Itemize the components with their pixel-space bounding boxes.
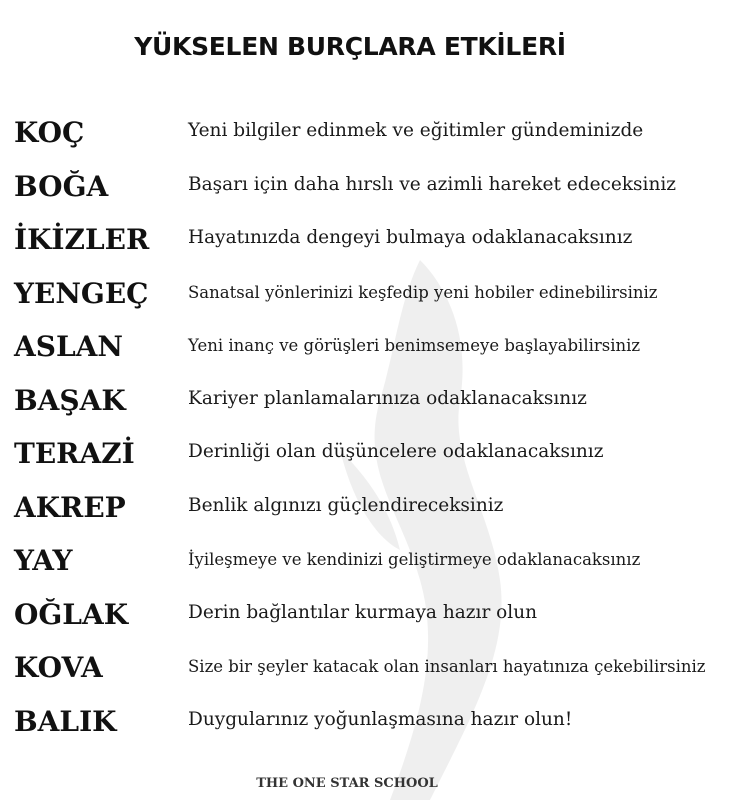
sign-name: KOÇ	[14, 116, 85, 149]
sign-name: AKREP	[14, 490, 126, 524]
sign-name: BALIK	[14, 704, 117, 738]
sign-name: İKİZLER	[14, 223, 150, 256]
sign-name: BAŞAK	[14, 383, 126, 417]
sign-description: Duygularınız yoğunlaşmasına hazır olun!	[188, 708, 573, 730]
sign-description: Size bir şeyler katacak olan insanları hayatınıza çekebilirsiniz	[188, 657, 706, 676]
list-item-balik	[0, 697, 754, 751]
list-item-oglak	[0, 590, 754, 644]
sign-description: Derinliği olan düşüncelere odaklanacaksınız	[188, 441, 604, 462]
sign-description: Başarı için daha hırslı ve azimli hareket edeceksiniz	[188, 173, 677, 195]
sign-name: TERAZİ	[14, 437, 135, 470]
sign-name: KOVA	[14, 651, 103, 684]
sign-description: Sanatsal yönlerinizi keşfedip yeni hobiler edinebilirsiniz	[188, 282, 658, 302]
footer-brand: THE ONE STAR SCHOOL	[256, 776, 438, 791]
list-item-ikizler	[0, 215, 754, 269]
sign-description: İyileşmeye ve kendinizi geliştirmeye odaklanacaksınız	[188, 550, 641, 569]
list-item-terazi	[0, 429, 754, 483]
sign-description: Kariyer planlamalarınıza odaklanacaksınız	[188, 387, 587, 409]
page-title: YÜKSELEN BURÇLARA ETKİLERİ	[134, 32, 566, 61]
sign-description: Benlik algınızı güçlendireceksiniz	[188, 494, 504, 516]
sign-name: OĞLAK	[14, 597, 129, 631]
sign-name: ASLAN	[14, 330, 123, 363]
sign-description: Hayatınızda dengeyi bulmaya odaklanacaksınız	[188, 227, 633, 248]
sign-name: BOĞA	[14, 169, 109, 203]
sign-description: Yeni bilgiler edinmek ve eğitimler gündeminizde	[188, 120, 644, 141]
sign-name: YAY	[14, 544, 73, 577]
list-item-aslan	[0, 322, 754, 376]
list-item-koc	[0, 108, 754, 162]
list-item-basak	[0, 376, 754, 430]
sign-description: Derin bağlantılar kurmaya hazır olun	[188, 601, 538, 623]
list-item-boga	[0, 162, 754, 216]
list-item-akrep	[0, 483, 754, 537]
list-item-yay	[0, 536, 754, 590]
sign-name: YENGEÇ	[14, 276, 149, 310]
list-item-kova	[0, 643, 754, 697]
list-item-yengec	[0, 269, 754, 323]
sign-description: Yeni inanç ve görüşleri benimsemeye başlayabilirsiniz	[188, 336, 641, 355]
sign-list	[0, 108, 754, 750]
